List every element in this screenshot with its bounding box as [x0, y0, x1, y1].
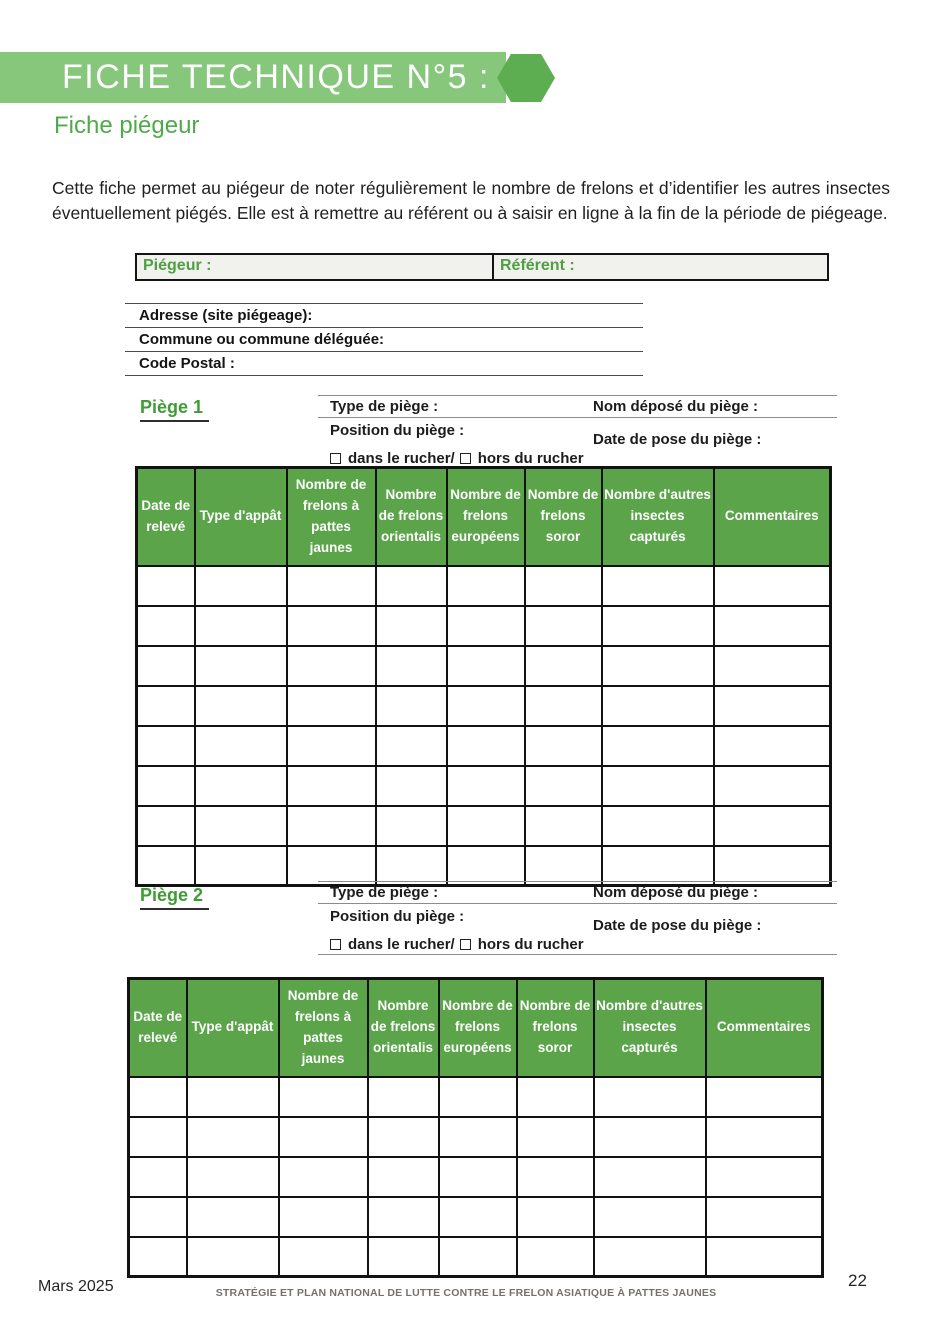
empty-cell [287, 566, 376, 606]
col-header-autres-insectes: Nombre d'autres insectes capturés [602, 468, 714, 566]
empty-cell [287, 686, 376, 726]
empty-cell [517, 1117, 594, 1157]
empty-cell [602, 606, 714, 646]
table-row [129, 1117, 823, 1157]
dans-le-rucher-label: dans le rucher/ [348, 935, 455, 953]
empty-cell [706, 1157, 823, 1197]
empty-cell [447, 766, 525, 806]
section-title-piege-2: Piège 2 [140, 885, 209, 910]
col-header-frelons-europeens: Nombre de frelons européens [447, 468, 525, 566]
position-du-piege-label: Position du piège : [330, 908, 465, 925]
page-subtitle: Fiche piégeur [54, 112, 200, 139]
table-row [137, 606, 831, 646]
trap-fields-piege-1 [318, 395, 837, 468]
col-header-date-releve: Date de relevé [137, 468, 195, 566]
empty-cell [137, 806, 195, 846]
col-header-frelons-pattes-jaunes: Nombre de frelons à pattes jaunes [287, 468, 376, 566]
col-header-commentaires: Commentaires [706, 979, 823, 1077]
empty-cell [714, 766, 831, 806]
title-banner [0, 52, 506, 103]
empty-cell [602, 566, 714, 606]
checkbox-icon [460, 453, 471, 464]
empty-cell [706, 1117, 823, 1157]
identity-bar [135, 253, 829, 281]
empty-cell [376, 646, 447, 686]
empty-cell [525, 846, 602, 886]
empty-cell [447, 686, 525, 726]
table-header-row [137, 468, 831, 566]
empty-cell [137, 566, 195, 606]
empty-cell [279, 1117, 368, 1157]
table-row [137, 566, 831, 606]
date-de-pose-label: Date de pose du piège : [593, 917, 762, 934]
empty-cell [714, 606, 831, 646]
empty-cell [602, 766, 714, 806]
referent-label: Référent : [500, 257, 575, 274]
empty-cell [714, 646, 831, 686]
table-row [129, 1197, 823, 1237]
empty-cell [129, 1197, 187, 1237]
empty-cell [714, 846, 831, 886]
empty-cell [714, 566, 831, 606]
table-row [137, 766, 831, 806]
empty-cell [287, 766, 376, 806]
empty-cell [602, 846, 714, 886]
empty-cell [602, 646, 714, 686]
empty-cell [602, 726, 714, 766]
table-row [129, 1077, 823, 1117]
empty-cell [706, 1197, 823, 1237]
checkbox-icon [460, 939, 471, 950]
col-header-autres-insectes: Nombre d'autres insectes capturés [594, 979, 706, 1077]
empty-cell [594, 1197, 706, 1237]
empty-cell [137, 766, 195, 806]
empty-cell [287, 726, 376, 766]
empty-cell [279, 1157, 368, 1197]
empty-cell [195, 686, 287, 726]
empty-cell [706, 1077, 823, 1117]
empty-cell [525, 646, 602, 686]
table-row [129, 1157, 823, 1197]
empty-cell [525, 806, 602, 846]
empty-cell [525, 766, 602, 806]
empty-cell [594, 1077, 706, 1117]
empty-cell [376, 566, 447, 606]
page-number: 22 [848, 1271, 867, 1290]
empty-cell [447, 566, 525, 606]
empty-cell [714, 726, 831, 766]
dans-le-rucher-label: dans le rucher/ [348, 449, 455, 467]
empty-cell [195, 646, 287, 686]
date-de-pose-label: Date de pose du piège : [593, 431, 762, 448]
col-header-type-appat: Type d'appât [195, 468, 287, 566]
empty-cell [525, 686, 602, 726]
empty-cell [602, 806, 714, 846]
col-header-frelons-orientalis: Nombre de frelons orientalis [368, 979, 439, 1077]
col-header-date-releve: Date de relevé [129, 979, 187, 1077]
intro-paragraph: Cette fiche permet au piégeur de noter régulièrement le nombre de frelons et d’identifier les autres insectes éventuellement piégés. Elle est à remettre au référent ou à saisir en ligne à la fin de la période de piégeage. [52, 178, 890, 224]
hors-du-rucher-label: hors du rucher [477, 935, 584, 953]
empty-cell [129, 1157, 187, 1197]
table-row [137, 646, 831, 686]
empty-cell [368, 1197, 439, 1237]
empty-cell [187, 1237, 279, 1277]
empty-cell [195, 806, 287, 846]
table-row [137, 686, 831, 726]
empty-cell [195, 606, 287, 646]
empty-cell [517, 1237, 594, 1277]
empty-cell [287, 606, 376, 646]
footer-date: Mars 2025 [38, 1278, 114, 1295]
empty-cell [137, 646, 195, 686]
empty-cell [376, 726, 447, 766]
nom-depose-label: Nom déposé du piège : [593, 398, 759, 415]
empty-cell [447, 806, 525, 846]
hors-du-rucher-label: hors du rucher [477, 449, 584, 467]
empty-cell [287, 646, 376, 686]
empty-cell [368, 1077, 439, 1117]
empty-cell [137, 726, 195, 766]
empty-cell [287, 806, 376, 846]
empty-cell [376, 606, 447, 646]
empty-cell [439, 1157, 517, 1197]
empty-cell [287, 846, 376, 886]
table-row [137, 726, 831, 766]
empty-cell [195, 766, 287, 806]
empty-cell [279, 1197, 368, 1237]
table-header-row [129, 979, 823, 1077]
empty-cell [137, 846, 195, 886]
empty-cell [602, 686, 714, 726]
empty-cell [368, 1237, 439, 1277]
type-de-piege-label: Type de piège : [330, 884, 439, 901]
empty-cell [368, 1157, 439, 1197]
empty-cell [594, 1117, 706, 1157]
checkbox-icon [330, 453, 341, 464]
empty-cell [525, 566, 602, 606]
empty-cell [187, 1157, 279, 1197]
empty-cell [594, 1237, 706, 1277]
trap-fields-piege-2 [318, 881, 837, 955]
address-site-label: Adresse (site piégeage): [125, 303, 643, 327]
address-block [125, 303, 643, 376]
empty-cell [376, 686, 447, 726]
empty-cell [129, 1117, 187, 1157]
footer-document-title: STRATÉGIE ET PLAN NATIONAL DE LUTTE CONTRE LE FRELON ASIATIQUE À PATTES JAUNES [215, 1287, 717, 1299]
nom-depose-label: Nom déposé du piège : [593, 884, 759, 901]
col-header-frelons-europeens: Nombre de frelons européens [439, 979, 517, 1077]
col-header-frelons-pattes-jaunes: Nombre de frelons à pattes jaunes [279, 979, 368, 1077]
empty-cell [439, 1237, 517, 1277]
empty-cell [447, 646, 525, 686]
empty-cell [525, 606, 602, 646]
empty-cell [517, 1077, 594, 1117]
releve-table-piege-2 [127, 977, 824, 1278]
empty-cell [137, 686, 195, 726]
col-header-frelons-soror: Nombre de frelons soror [525, 468, 602, 566]
address-code-postal-label: Code Postal : [125, 351, 643, 375]
empty-cell [195, 726, 287, 766]
table-row [137, 846, 831, 886]
empty-cell [706, 1237, 823, 1277]
type-de-piege-label: Type de piège : [330, 398, 439, 415]
empty-cell [517, 1157, 594, 1197]
col-header-frelons-orientalis: Nombre de frelons orientalis [376, 468, 447, 566]
empty-cell [517, 1197, 594, 1237]
empty-cell [439, 1077, 517, 1117]
table-row [129, 1237, 823, 1277]
empty-cell [447, 606, 525, 646]
table-row [137, 806, 831, 846]
empty-cell [195, 566, 287, 606]
empty-cell [376, 846, 447, 886]
empty-cell [376, 766, 447, 806]
empty-cell [279, 1077, 368, 1117]
page-title: FICHE TECHNIQUE N°5 : [62, 58, 490, 96]
empty-cell [447, 726, 525, 766]
empty-cell [129, 1077, 187, 1117]
empty-cell [594, 1157, 706, 1197]
empty-cell [187, 1197, 279, 1237]
position-du-piege-label: Position du piège : [330, 422, 465, 439]
empty-cell [187, 1077, 279, 1117]
piegeur-label: Piégeur : [137, 255, 494, 279]
empty-cell [187, 1117, 279, 1157]
col-header-commentaires: Commentaires [714, 468, 831, 566]
empty-cell [439, 1117, 517, 1157]
checkbox-icon [330, 939, 341, 950]
empty-cell [525, 726, 602, 766]
address-commune-label: Commune ou commune déléguée: [125, 327, 643, 351]
empty-cell [195, 846, 287, 886]
section-title-piege-1: Piège 1 [140, 397, 209, 422]
empty-cell [129, 1237, 187, 1277]
empty-cell [368, 1117, 439, 1157]
empty-cell [714, 806, 831, 846]
empty-cell [279, 1237, 368, 1277]
empty-cell [376, 806, 447, 846]
col-header-type-appat: Type d'appât [187, 979, 279, 1077]
empty-cell [714, 686, 831, 726]
releve-table-piege-1 [135, 466, 832, 887]
empty-cell [137, 606, 195, 646]
col-header-frelons-soror: Nombre de frelons soror [517, 979, 594, 1077]
empty-cell [447, 846, 525, 886]
empty-cell [439, 1197, 517, 1237]
